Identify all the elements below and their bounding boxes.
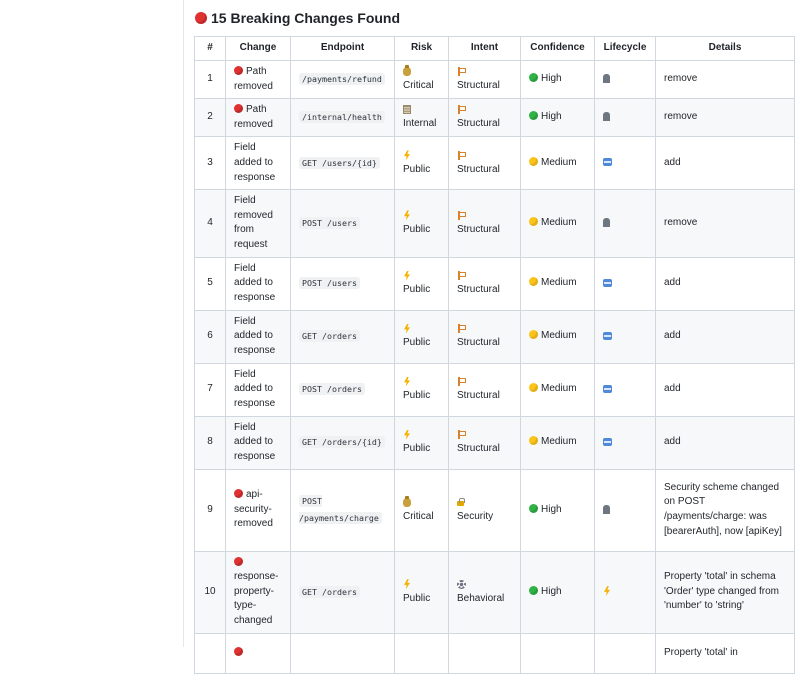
intent-text: Structural [457, 443, 500, 455]
intent-text: Structural [457, 163, 500, 175]
details-cell: Security scheme changed on POST /payments/charge: was [bearerAuth], now [apiKey] [656, 469, 795, 551]
change-cell [226, 190, 291, 257]
endpoint-cell [291, 633, 395, 673]
risk-icon-line [403, 209, 440, 223]
structure-icon [457, 211, 466, 220]
risk-cell [395, 61, 449, 99]
details-cell: add [656, 363, 795, 416]
intent-cell [449, 363, 521, 416]
intent-cell [449, 61, 521, 99]
intent-cell [449, 469, 521, 551]
structure-icon [457, 377, 466, 386]
endpoint-cell [291, 61, 395, 99]
change-text: Field added to response [234, 315, 276, 356]
table-body [195, 61, 795, 674]
confidence-cell [521, 190, 595, 257]
confidence-text: Medium [541, 217, 577, 229]
moneybag-icon [403, 67, 411, 76]
column-header-risk: Risk [395, 37, 449, 61]
lifecycle-cell [595, 137, 656, 190]
table-row [195, 551, 795, 633]
intent-icon-line [457, 375, 512, 389]
column-header-change: Change [226, 37, 291, 61]
new-badge-icon [603, 279, 612, 287]
lightning-icon [403, 324, 411, 334]
results-heading-text: 15 Breaking Changes Found [211, 10, 401, 26]
confidence-text: Medium [541, 330, 577, 342]
confidence-text: High [541, 111, 562, 123]
risk-text: Critical [403, 80, 434, 92]
endpoint-code: GET /users/{id} [299, 157, 380, 169]
confidence-text: High [541, 73, 562, 85]
table-row [195, 257, 795, 310]
intent-text: Structural [457, 118, 500, 130]
risk-cell [395, 257, 449, 310]
intent-cell [449, 190, 521, 257]
lightning-icon [403, 579, 411, 589]
table-row [195, 633, 795, 673]
intent-icon-line [457, 103, 512, 117]
tombstone-icon [603, 74, 610, 83]
endpoint-code: GET /orders/{id} [299, 436, 385, 448]
endpoint-cell [291, 363, 395, 416]
risk-icon-line [403, 496, 440, 510]
intent-cell [449, 99, 521, 137]
intent-text: Structural [457, 390, 500, 402]
gear-icon [457, 580, 466, 589]
row-number: 1 [195, 61, 226, 99]
confidence-cell [521, 310, 595, 363]
column-header-confidence: Confidence [521, 37, 595, 61]
risk-text: Public [403, 390, 431, 402]
lightning-icon [403, 430, 411, 440]
intent-text: Security [457, 510, 494, 522]
column-header-lifecycle: Lifecycle [595, 37, 656, 61]
table-row [195, 469, 795, 551]
structure-icon [457, 151, 466, 160]
change-cell [226, 310, 291, 363]
red-circle-icon [234, 104, 243, 113]
details-cell: add [656, 416, 795, 469]
change-text: Field added to response [234, 421, 276, 462]
lifecycle-cell [595, 257, 656, 310]
structure-icon [457, 105, 466, 114]
row-number: 4 [195, 190, 226, 257]
details-cell: remove [656, 99, 795, 137]
intent-text: Structural [457, 80, 500, 92]
column-header-number: # [195, 37, 226, 61]
lightning-icon [403, 150, 411, 160]
risk-text: Public [403, 443, 431, 455]
risk-cell [395, 469, 449, 551]
lightning-icon [403, 210, 411, 220]
breaking-changes-table [194, 36, 795, 674]
new-badge-icon [603, 158, 612, 166]
green-circle-icon [529, 73, 538, 82]
lifecycle-cell [595, 633, 656, 673]
risk-icon-line [403, 269, 440, 283]
yellow-circle-icon [529, 217, 538, 226]
endpoint-cell [291, 416, 395, 469]
red-circle-icon [234, 647, 243, 656]
endpoint-code: /payments/refund [299, 73, 385, 85]
details-cell: add [656, 310, 795, 363]
yellow-circle-icon [529, 436, 538, 445]
risk-text: Public [403, 592, 431, 604]
results-heading [195, 9, 400, 27]
confidence-cell [521, 61, 595, 99]
row-number: 5 [195, 257, 226, 310]
column-header-details: Details [656, 37, 795, 61]
lifecycle-cell [595, 551, 656, 633]
risk-cell [395, 99, 449, 137]
risk-icon-line [403, 149, 440, 163]
endpoint-code: POST /payments/charge [299, 495, 382, 524]
change-text: Path removed [234, 66, 273, 92]
structure-icon [457, 430, 466, 439]
risk-cell [395, 416, 449, 469]
change-text: Field added to response [234, 142, 276, 183]
yellow-circle-icon [529, 277, 538, 286]
table-row [195, 137, 795, 190]
lifecycle-cell [595, 469, 656, 551]
change-text: Path removed [234, 104, 273, 130]
endpoint-cell [291, 469, 395, 551]
red-circle-icon [234, 66, 243, 75]
breaking-changes-table-wrap [194, 36, 794, 674]
table-row [195, 416, 795, 469]
office-building-icon [403, 105, 411, 114]
change-cell [226, 551, 291, 633]
endpoint-cell [291, 190, 395, 257]
red-circle-icon [195, 12, 207, 24]
risk-icon-line [403, 375, 440, 389]
structure-icon [457, 271, 466, 280]
intent-cell [449, 416, 521, 469]
structure-icon [457, 67, 466, 76]
new-badge-icon [603, 332, 612, 340]
risk-text: Public [403, 284, 431, 296]
row-number [195, 633, 226, 673]
left-panel [0, 0, 184, 647]
endpoint-cell [291, 137, 395, 190]
intent-text: Structural [457, 337, 500, 349]
column-header-intent: Intent [449, 37, 521, 61]
intent-text: Behavioral [457, 592, 505, 604]
change-text: Field added to response [234, 262, 276, 303]
table-header-row [195, 37, 795, 61]
row-number: 7 [195, 363, 226, 416]
endpoint-code: /internal/health [299, 111, 385, 123]
change-cell [226, 363, 291, 416]
change-text: api-security-removed [234, 489, 273, 530]
change-text: Field removed from request [234, 195, 273, 250]
table-row [195, 190, 795, 257]
risk-cell [395, 633, 449, 673]
change-cell [226, 633, 291, 673]
green-circle-icon [529, 586, 538, 595]
details-cell: Property 'total' in schema 'Order' type changed from 'number' to 'string' [656, 551, 795, 633]
table-row [195, 61, 795, 99]
confidence-cell [521, 469, 595, 551]
tombstone-icon [603, 218, 610, 227]
intent-icon-line [457, 149, 512, 163]
confidence-cell [521, 363, 595, 416]
details-cell: add [656, 257, 795, 310]
confidence-text: Medium [541, 436, 577, 448]
lifecycle-cell [595, 363, 656, 416]
details-cell: remove [656, 61, 795, 99]
intent-icon-line [457, 269, 512, 283]
endpoint-code: GET /orders [299, 330, 360, 342]
lightning-icon [403, 271, 411, 281]
risk-cell [395, 363, 449, 416]
risk-cell [395, 310, 449, 363]
lifecycle-cell [595, 61, 656, 99]
intent-icon-line [457, 65, 512, 79]
moneybag-icon [403, 498, 411, 507]
table-row [195, 99, 795, 137]
details-cell: Property 'total' in [656, 633, 795, 673]
confidence-cell [521, 416, 595, 469]
change-text: response-property-type-changed [234, 571, 279, 626]
risk-icon-line [403, 103, 440, 117]
green-circle-icon [529, 111, 538, 120]
risk-icon-line [403, 322, 440, 336]
yellow-circle-icon [529, 383, 538, 392]
details-cell: remove [656, 190, 795, 257]
risk-cell [395, 551, 449, 633]
row-number: 6 [195, 310, 226, 363]
intent-icon-line [457, 578, 512, 592]
intent-cell [449, 257, 521, 310]
yellow-circle-icon [529, 330, 538, 339]
intent-cell [449, 551, 521, 633]
change-text: Field added to response [234, 368, 276, 409]
row-number: 2 [195, 99, 226, 137]
intent-icon-line [457, 428, 512, 442]
row-number: 3 [195, 137, 226, 190]
lifecycle-cell [595, 99, 656, 137]
risk-text: Public [403, 163, 431, 175]
row-number: 8 [195, 416, 226, 469]
green-circle-icon [529, 504, 538, 513]
risk-icon-line [403, 578, 440, 592]
lifecycle-cell [595, 310, 656, 363]
structure-icon [457, 324, 466, 333]
intent-icon-line [457, 209, 512, 223]
intent-cell [449, 137, 521, 190]
change-cell [226, 416, 291, 469]
endpoint-cell [291, 99, 395, 137]
change-cell [226, 137, 291, 190]
confidence-text: Medium [541, 383, 577, 395]
risk-cell [395, 190, 449, 257]
details-cell: add [656, 137, 795, 190]
lock-icon [457, 498, 464, 506]
table-row [195, 363, 795, 416]
confidence-cell [521, 257, 595, 310]
red-circle-icon [234, 557, 243, 566]
change-cell [226, 257, 291, 310]
table-row [195, 310, 795, 363]
confidence-cell [521, 137, 595, 190]
risk-text: Public [403, 224, 431, 236]
row-number: 9 [195, 469, 226, 551]
endpoint-code: POST /orders [299, 383, 365, 395]
lifecycle-cell [595, 416, 656, 469]
red-circle-icon [234, 489, 243, 498]
confidence-text: Medium [541, 277, 577, 289]
row-number: 10 [195, 551, 226, 633]
risk-text: Internal [403, 118, 437, 130]
endpoint-code: POST /users [299, 277, 360, 289]
yellow-circle-icon [529, 157, 538, 166]
risk-icon-line [403, 65, 440, 79]
confidence-text: High [541, 585, 562, 597]
endpoint-cell [291, 310, 395, 363]
confidence-text: Medium [541, 156, 577, 168]
endpoint-code: GET /orders [299, 586, 360, 598]
lightning-icon [403, 377, 411, 387]
confidence-cell [521, 99, 595, 137]
column-header-endpoint: Endpoint [291, 37, 395, 61]
lightning-icon [603, 586, 611, 596]
intent-text: Structural [457, 284, 500, 296]
new-badge-icon [603, 385, 612, 393]
confidence-cell [521, 633, 595, 673]
endpoint-cell [291, 257, 395, 310]
risk-icon-line [403, 428, 440, 442]
risk-cell [395, 137, 449, 190]
tombstone-icon [603, 505, 610, 514]
lifecycle-cell [595, 190, 656, 257]
risk-text: Critical [403, 510, 434, 522]
change-cell [226, 99, 291, 137]
endpoint-cell [291, 551, 395, 633]
change-cell [226, 61, 291, 99]
tombstone-icon [603, 112, 610, 121]
endpoint-code: POST /users [299, 217, 360, 229]
intent-cell [449, 633, 521, 673]
intent-icon-line [457, 496, 512, 510]
report-content [184, 0, 782, 658]
change-cell [226, 469, 291, 551]
risk-text: Public [403, 337, 431, 349]
confidence-text: High [541, 503, 562, 515]
intent-text: Structural [457, 224, 500, 236]
new-badge-icon [603, 438, 612, 446]
intent-icon-line [457, 322, 512, 336]
intent-cell [449, 310, 521, 363]
confidence-cell [521, 551, 595, 633]
